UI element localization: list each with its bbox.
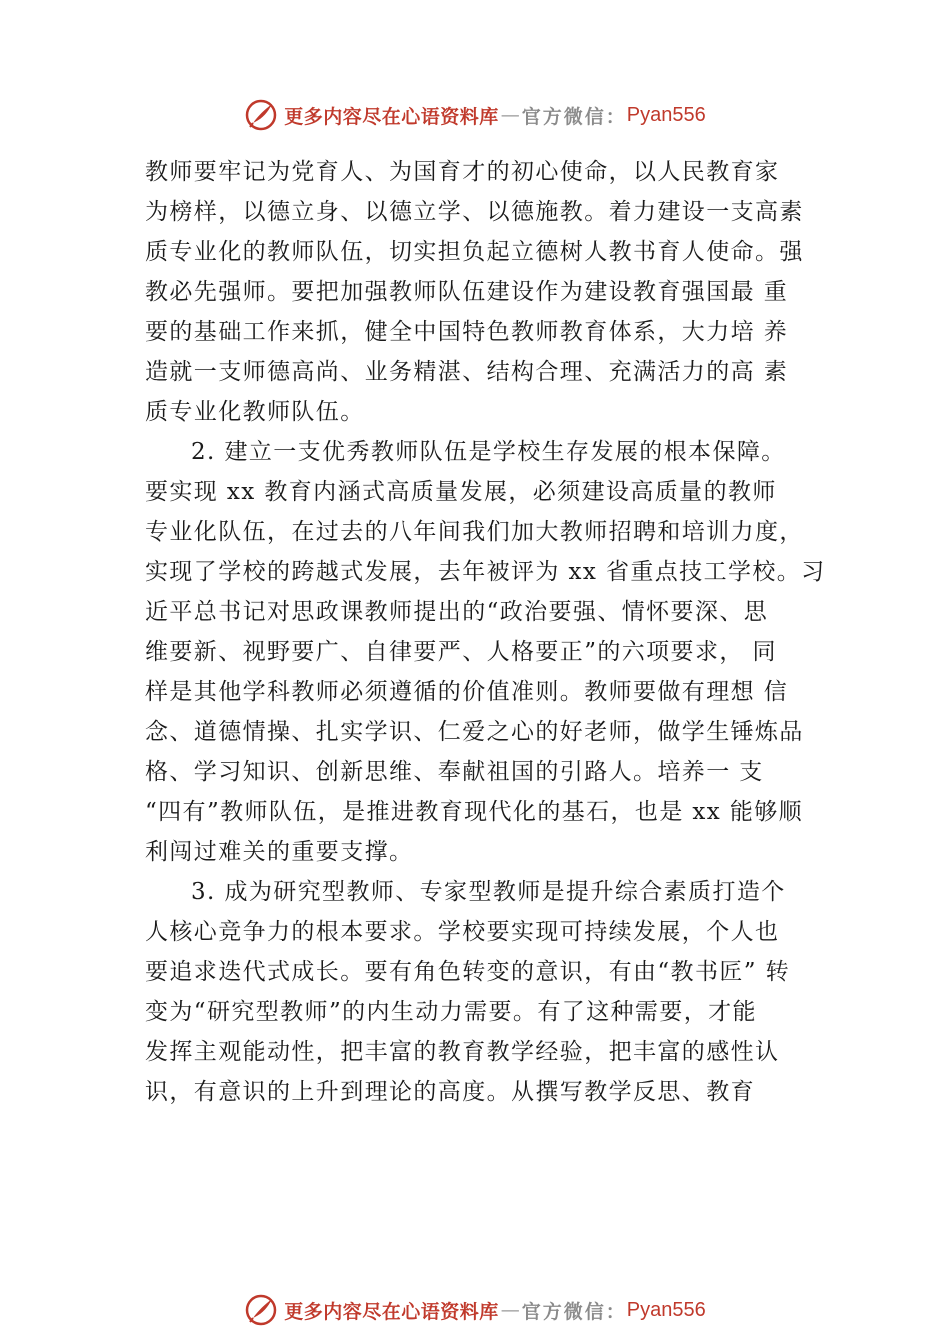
footer-watermark	[0, 1290, 950, 1330]
header-watermark	[0, 95, 950, 135]
text-line: 人核心竞争力的根本要求。学校要实现可持续发展，个人也	[145, 919, 780, 945]
banner-separator: —	[500, 1299, 520, 1321]
text-line: “四有”教师队伍，是推进教育现代化的基石，也是 xx 能够顺	[145, 799, 804, 825]
text-line: 教师要牢记为党育人、为国育才的初心使命，以人民教育家	[145, 159, 780, 185]
text-line: 质专业化的教师队伍，切实担负起立德树人教书育人使命。强	[145, 239, 804, 265]
banner-wechat-id: Pyan556	[626, 103, 706, 126]
text-line: 利闯过难关的重要支撑。	[145, 839, 414, 865]
text-line: 要实现 xx 教育内涵式高质量发展，必须建设高质量的教师	[145, 479, 777, 505]
text-line: 教必先强师。要把加强教师队伍建设作为建设教育强国最 重	[145, 279, 789, 305]
text-line: 近平总书记对思政课教师提出的“政治要强、情怀要深、思	[145, 599, 769, 625]
text-line: 发挥主观能动性，把丰富的教育教学经验，把丰富的感性认	[145, 1039, 780, 1065]
text-line: 格、学习知识、创新思维、奉献祖国的引路人。培养一 支	[145, 759, 764, 785]
text-line: 样是其他学科教师必须遵循的价值准则。教师要做有理想 信	[145, 679, 789, 705]
text-line: 质专业化教师队伍。	[145, 399, 365, 425]
text-line: 念、道德情操、扎实学识、仁爱之心的好老师，做学生锤炼品	[145, 719, 804, 745]
quill-logo-icon	[244, 98, 278, 132]
document-body	[145, 152, 835, 1112]
quill-logo-icon	[244, 1293, 278, 1327]
text-line: 要追求迭代式成长。要有角色转变的意识，有由“教书匠” 转	[145, 959, 791, 985]
text-line: 专业化队伍，在过去的八年间我们加大教师招聘和培训力度，	[145, 519, 804, 545]
text-line: 维要新、视野要广、自律要严、人格要正”的六项要求， 同	[145, 639, 777, 665]
banner-brand-text: 更多内容尽在心语资料库	[284, 1300, 499, 1323]
text-line: 2. 建立一支优秀教师队伍是学校生存发展的根本保障。	[191, 439, 786, 465]
text-line: 要的基础工作来抓，健全中国特色教师教育体系，大力培 养	[145, 319, 789, 345]
text-line: 变为“研究型教师”的内生动力需要。有了这种需要，才能	[145, 999, 757, 1025]
text-line: 实现了学校的跨越式发展，去年被评为 xx 省重点技工学校。习	[145, 559, 826, 585]
text-line: 识，有意识的上升到理论的高度。从撰写教学反思、教育	[145, 1079, 755, 1105]
text-line: 为榜样，以德立身、以德立学、以德施教。着力建设一支高素	[145, 199, 804, 225]
banner-wechat-id: Pyan556	[626, 1298, 706, 1321]
banner-wechat-label: 官方微信：	[521, 105, 627, 128]
text-line: 3. 成为研究型教师、专家型教师是提升综合素质打造个	[191, 879, 786, 905]
banner-separator: —	[500, 104, 520, 126]
banner-brand-text: 更多内容尽在心语资料库	[284, 105, 499, 128]
text-line: 造就一支师德高尚、业务精湛、结构合理、充满活力的高 素	[145, 359, 789, 385]
banner-wechat-label: 官方微信：	[521, 1300, 627, 1323]
